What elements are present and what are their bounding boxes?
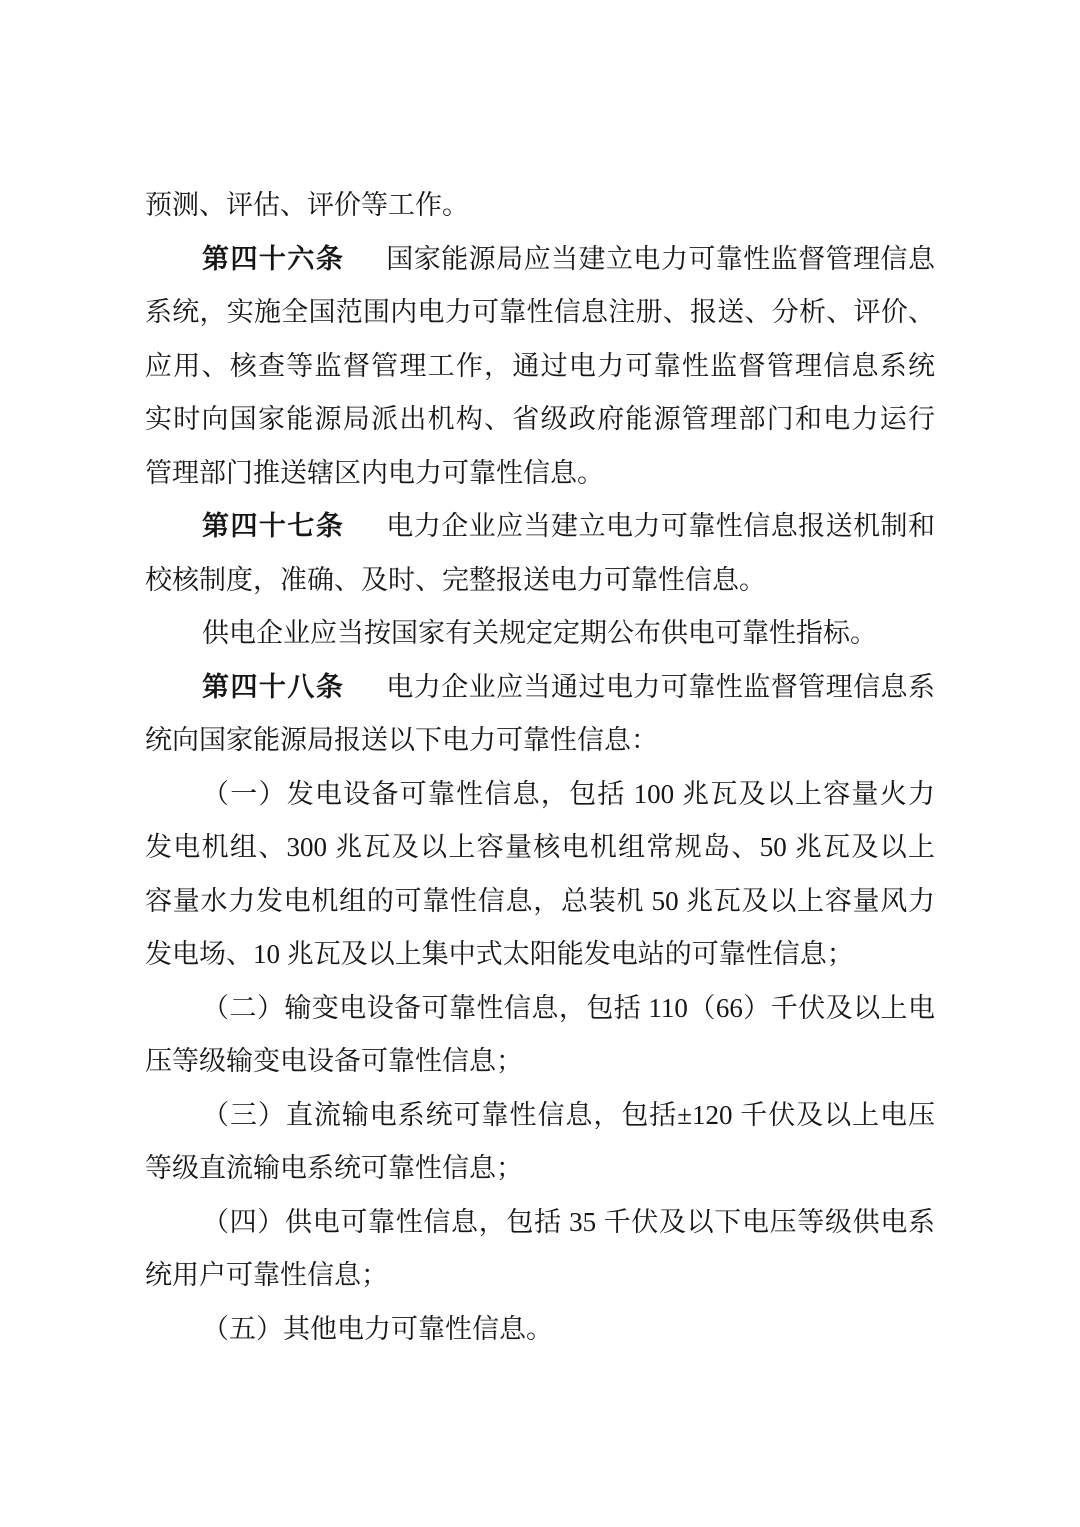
- text-line: [145, 393, 935, 447]
- line-text: 容量水力发电机组的可靠性信息，总装机 50 兆瓦及以上容量风力: [145, 885, 935, 916]
- line-text: 等级直流输电系统可靠性信息；: [145, 1153, 523, 1183]
- text-line: [145, 1142, 935, 1196]
- line-text: 统用户可靠性信息；: [145, 1260, 388, 1290]
- line-text: 实时向国家能源局派出机构、省级政府能源管理部门和电力运行: [145, 404, 935, 434]
- text-line: [145, 1249, 935, 1303]
- text-line: [145, 607, 935, 661]
- text-line: [145, 875, 935, 929]
- text-line-item-1: [145, 768, 935, 822]
- line-text: （五）其他电力可靠性信息。: [202, 1313, 553, 1344]
- line-text: 应用、核查等监督管理工作，通过电力可靠性监督管理信息系统: [145, 350, 935, 381]
- line-text: 国家能源局应当建立电力可靠性监督管理信息: [386, 243, 936, 274]
- line-text: 系统，实施全国范围内电力可靠性信息注册、报送、分析、评价、: [145, 297, 935, 327]
- line-text: 管理部门推送辖区内电力可靠性信息。: [145, 457, 604, 488]
- text-line: [145, 286, 935, 340]
- text-line: [145, 179, 935, 233]
- line-text: 发电场、10 兆瓦及以上集中式太阳能发电站的可靠性信息；: [145, 939, 854, 969]
- article-number: 第四十八条: [202, 671, 345, 702]
- line-text: （三）直流输电系统可靠性信息，包括±120 千伏及以上电压: [202, 1099, 935, 1130]
- text-line: [145, 447, 935, 501]
- line-text: 供电企业应当按国家有关规定定期公布供电可靠性指标。: [202, 618, 877, 648]
- line-text: （一）发电设备可靠性信息，包括 100 兆瓦及以上容量火力: [202, 778, 935, 809]
- text-line-article-48: [145, 661, 935, 715]
- text-line: [145, 928, 935, 982]
- text-line-item-3: [145, 1089, 935, 1143]
- line-text: 统向国家能源局报送以下电力可靠性信息：: [145, 725, 658, 755]
- line-text: （四）供电可靠性信息，包括 35 千伏及以下电压等级供电系: [202, 1206, 935, 1237]
- line-text: 压等级输变电设备可靠性信息；: [145, 1046, 523, 1076]
- text-line: [145, 821, 935, 875]
- line-text: 电力企业应当建立电力可靠性信息报送机制和: [386, 511, 936, 541]
- line-text: 电力企业应当通过电力可靠性监督管理信息系: [386, 671, 936, 702]
- text-line-article-47: [145, 500, 935, 554]
- text-line: [145, 1035, 935, 1089]
- text-line: [145, 554, 935, 608]
- text-line-article-46: [145, 233, 935, 287]
- text-line: [145, 714, 935, 768]
- text-line-item-2: [145, 982, 935, 1036]
- text-line-item-5: [145, 1303, 935, 1357]
- line-text: 发电机组、300 兆瓦及以上容量核电机组常规岛、50 兆瓦及以上: [145, 832, 935, 862]
- line-text: 校核制度，准确、及时、完整报送电力可靠性信息。: [145, 564, 766, 595]
- article-number: 第四十七条: [202, 511, 345, 541]
- line-text: （二）输变电设备可靠性信息，包括 110（66）千伏及以上电: [202, 992, 935, 1023]
- text-line: [145, 340, 935, 394]
- text-line-item-4: [145, 1196, 935, 1250]
- line-text: 预测、评估、评价等工作。: [145, 190, 469, 220]
- article-number: 第四十六条: [202, 243, 345, 274]
- document-text-block: [145, 179, 935, 1356]
